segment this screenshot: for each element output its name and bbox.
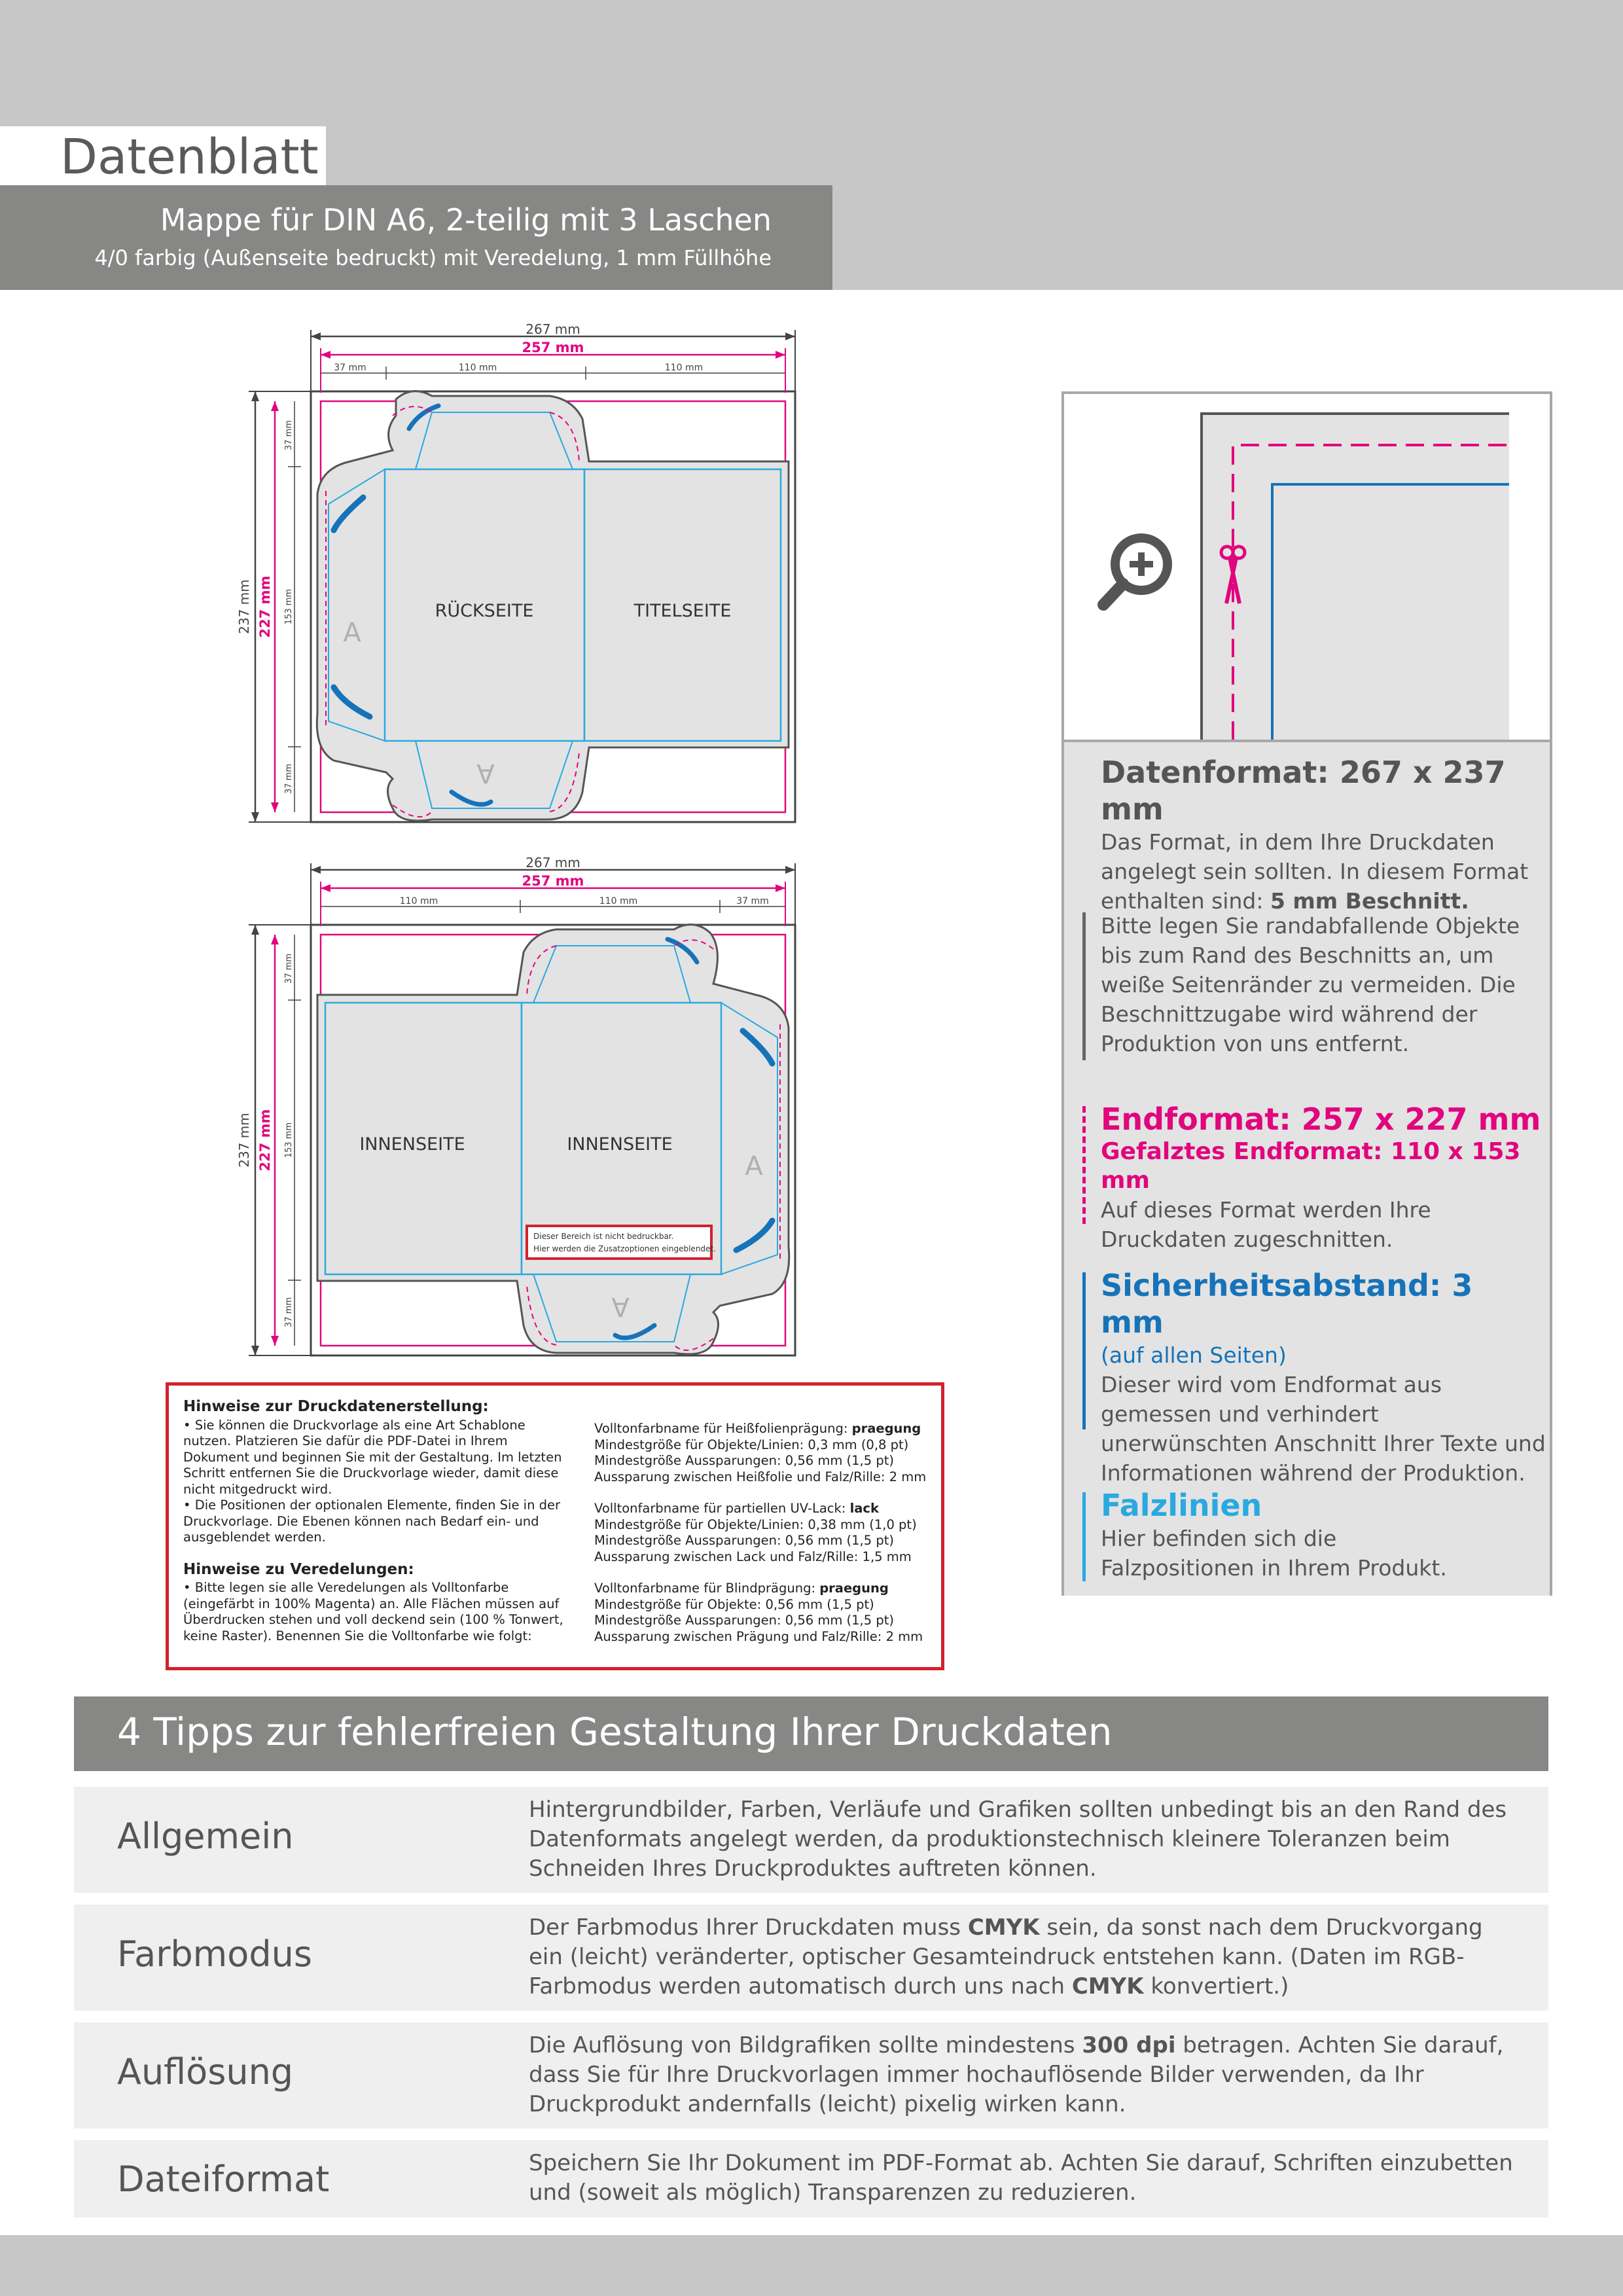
notes-bullet-2: • Die Positionen der optionalen Elemente, finden Sie in der Druckvorlage. Die Ebenen können nach Bedarf ein- und ausgeblendet werden.: [183, 1498, 561, 1545]
legend-info: [1064, 740, 1550, 1596]
uvlack-name: [594, 1501, 935, 1517]
uvlack-label: Volltonfarbname für partiellen UV-Lack:: [594, 1501, 846, 1516]
footer-band: [0, 2235, 1623, 2296]
notes-bullet-3: • Bitte legen sie alle Veredelungen als Volltonfarbe (eingefärbt in 100% Magenta) an. Alle Flächen müssen auf Überdrucken stehen und voll deckend sein (100 % Tonwert, keine Raster). Benennen Sie die Volltonfarbe wie folgt:: [183, 1580, 563, 1643]
dim-seg2: 110 mm: [599, 896, 638, 906]
tip-cmyk: CMYK: [1071, 1973, 1144, 2000]
uvlack-line-2: Mindestgröße Aussparungen: 0,56 mm (1,5 pt): [594, 1533, 894, 1548]
dim-seg3: 37 mm: [736, 896, 769, 906]
tip-aufloesung: [74, 2022, 1548, 2128]
dim-width-end: 257 mm: [522, 873, 584, 889]
zoom-detail: [1064, 394, 1550, 740]
tip-text: Hintergrundbilder, Farben, Verläufe und Grafiken sollten unbedingt bis an den Rand des Datenformats angelegt werden, da produktionstechnisch kleinere Toleranzen beim Schneiden Ihres Druckproduktes auftreten können.: [529, 1797, 1507, 1882]
tip-text-part: Die Auflösung von Bildgrafiken sollte mindestens: [529, 2032, 1082, 2058]
blind-name: [594, 1581, 935, 1597]
datenformat-title: Datenformat: 267 x 237 mm: [1101, 755, 1506, 827]
diagram-inside: [236, 854, 825, 1371]
hotfoil-value: praegung: [851, 1421, 921, 1436]
tip-text-part: betragen. Achten Sie darauf, dass Sie für Ihre Druckvorlagen immer hochauflösende Bilder verwenden, da Ihr Druckprodukt andernfalls (leicht) pixelig wirken kann.: [529, 2032, 1504, 2117]
magnifier-plus-icon: [1103, 538, 1168, 605]
endformat-bar: [1082, 1106, 1086, 1224]
datenformat-desc: Das Format, in dem Ihre Druckdaten angelegt sein sollten. In diesem Format enthalten sind:: [1101, 829, 1529, 914]
mark-a-bottom: A: [611, 1291, 630, 1321]
title-box: [0, 126, 326, 185]
tip-text-part: sein, da sonst nach dem Druckvorgang ein (leicht) veränderter, optischer Gesamteindruck entstehen kann. (Daten im RGB-Farbmodus werden automatisch durch uns nach: [529, 1914, 1483, 2000]
mark-a-bottom: A: [476, 758, 495, 788]
tips-heading-bar: [74, 1696, 1548, 1771]
beschnitt-text: Bitte legen Sie randabfallende Objekte bis zum Rand des Beschnitts an, um weiße Seitenränder zu vermeiden. Die Beschnittzugabe wird während der Produktion von uns entfernt.: [1101, 913, 1520, 1056]
page-title: Datenblatt: [60, 129, 319, 185]
dim-seg3: 110 mm: [664, 363, 704, 373]
dim-height-total: 237 mm: [236, 1113, 252, 1168]
tip-cmyk: CMYK: [967, 1914, 1040, 1941]
tip-farbmodus: [74, 1905, 1548, 2011]
dim-seg1: 37 mm: [334, 363, 366, 373]
endformat-sub: Gefalztes Endformat: 110 x 153 mm: [1101, 1138, 1521, 1194]
tips-heading: 4 Tipps zur fehlerfreien Gestaltung Ihrer Druckdaten: [117, 1710, 1113, 1754]
falz-text: Hier befinden sich die Falzpositionen in Ihrem Produkt.: [1101, 1526, 1447, 1581]
dim-width-total: 267 mm: [526, 321, 580, 337]
panel-rueckseite: RÜCKSEITE: [435, 601, 534, 621]
sicherheit-text: Dieser wird vom Endformat aus gemessen und verhindert unerwünschten Anschnitt Ihrer Texte und Informationen während der Produktion.: [1101, 1372, 1546, 1486]
endformat-title: Endformat: 257 x 227 mm: [1101, 1102, 1541, 1137]
finishing-heading: Hinweise zu Veredelungen:: [183, 1560, 414, 1578]
dim-width-end: 257 mm: [522, 340, 584, 355]
print-notes-box: [166, 1382, 944, 1670]
tip-text-part: konvertiert.): [1143, 1973, 1289, 2000]
dim-height-end: 227 mm: [257, 575, 273, 638]
tip-label: Allgemein: [117, 1816, 294, 1857]
dim-height-end: 227 mm: [257, 1109, 273, 1172]
dim-h-top: 37 mm: [284, 420, 294, 451]
blind-label: Volltonfarbname für Blindprägung:: [594, 1581, 816, 1596]
tip-label: Auflösung: [117, 2051, 294, 2092]
dim-width-total: 267 mm: [526, 855, 580, 870]
dim-h-bot: 37 mm: [284, 763, 294, 795]
tip-dpi: 300 dpi: [1082, 2032, 1176, 2058]
mark-a-right: A: [745, 1151, 763, 1181]
tip-label: Farbmodus: [117, 1933, 312, 1975]
product-name: Mappe für DIN A6, 2-teilig mit 3 Laschen: [160, 202, 772, 238]
panel-titelseite: TITELSEITE: [633, 601, 732, 621]
product-box: [0, 185, 832, 290]
dim-h-mid: 153 mm: [284, 588, 294, 625]
datenformat-bleed: 5 mm Beschnitt.: [1270, 888, 1469, 914]
dim-h-top: 37 mm: [284, 953, 294, 984]
notes-heading: Hinweise zur Druckdatenerstellung:: [183, 1398, 489, 1415]
uvlack-line-3: Aussparung zwischen Lack und Falz/Rille: 1,5 mm: [594, 1549, 912, 1564]
dim-seg2: 110 mm: [458, 363, 497, 373]
mark-a-left: A: [343, 618, 361, 648]
hotfoil-line-3: Aussparung zwischen Heißfolie und Falz/Rille: 2 mm: [594, 1469, 927, 1484]
tip-text: [529, 1913, 1524, 2001]
dim-seg1: 110 mm: [399, 896, 438, 906]
blind-value: praegung: [819, 1581, 889, 1596]
hotfoil-label: Volltonfarbname für Heißfolienprägung:: [594, 1421, 848, 1436]
tip-allgemein: [74, 1787, 1548, 1893]
uvlack-value: lack: [849, 1501, 879, 1516]
hotfoil-name: [594, 1421, 935, 1437]
dim-height-total: 237 mm: [236, 579, 252, 634]
sicherheit-bar: [1082, 1272, 1086, 1429]
endformat-text: Auf dieses Format werden Ihre Druckdaten zugeschnitten.: [1101, 1197, 1431, 1252]
blind-line-1: Mindestgröße für Objekte: 0,56 mm (1,5 pt): [594, 1596, 874, 1612]
not-printable-note-1: Dieser Bereich ist nicht bedruckbar.: [533, 1232, 674, 1241]
legend-panel: [1061, 391, 1552, 1596]
beschnitt-bar: [1082, 912, 1086, 1060]
notes-bullet-1: • Sie können die Druckvorlage als eine Art Schablone nutzen. Platzieren Sie dafür die PDF-Datei in Ihrem Dokument und beginnen Sie mit der Gestaltung. Im letzten Schritt entfernen Sie die Druckvorlage wieder, damit diese nicht mitgedruckt wird.: [183, 1417, 562, 1497]
tip-text: Speichern Sie Ihr Dokument im PDF-Format ab. Achten Sie darauf, Schriften einzubetten und (soweit als möglich) Transparenzen zu reduzieren.: [529, 2150, 1513, 2206]
datenformat-text: [1101, 827, 1546, 916]
hotfoil-line-1: Mindestgröße für Objekte/Linien: 0,3 mm (0,8 pt): [594, 1437, 909, 1452]
panel-innenseite-right: INNENSEITE: [567, 1134, 673, 1155]
uvlack-line-1: Mindestgröße für Objekte/Linien: 0,38 mm (1,0 pt): [594, 1516, 917, 1532]
zoom-illustration: [1064, 394, 1550, 740]
tip-dateiformat: [74, 2140, 1548, 2217]
falz-bar: [1082, 1492, 1086, 1581]
diagram-outside: [236, 321, 825, 838]
hotfoil-line-2: Mindestgröße Aussparungen: 0,56 mm (1,5 pt): [594, 1453, 894, 1468]
dim-h-mid: 153 mm: [284, 1122, 294, 1158]
blind-line-3: Aussparung zwischen Prägung und Falz/Rille: 2 mm: [594, 1628, 923, 1644]
panel-innenseite-left: INNENSEITE: [359, 1134, 465, 1155]
blind-line-2: Mindestgröße Aussparungen: 0,56 mm (1,5 pt): [594, 1613, 894, 1628]
dim-h-bot: 37 mm: [284, 1297, 294, 1328]
falz-title: Falzlinien: [1101, 1488, 1262, 1523]
sicherheit-title: Sicherheitsabstand: 3 mm: [1101, 1268, 1473, 1340]
sicherheit-sub: (auf allen Seiten): [1101, 1342, 1287, 1368]
product-spec: 4/0 farbig (Außenseite bedruckt) mit Veredelung, 1 mm Füllhöhe: [94, 245, 772, 270]
tip-text-part: Der Farbmodus Ihrer Druckdaten muss: [529, 1914, 968, 1941]
tip-text: [529, 2031, 1524, 2119]
tip-label: Dateiformat: [117, 2159, 330, 2200]
not-printable-note-2: Hier werden die Zusatzoptionen eingeblendet.: [533, 1244, 716, 1253]
